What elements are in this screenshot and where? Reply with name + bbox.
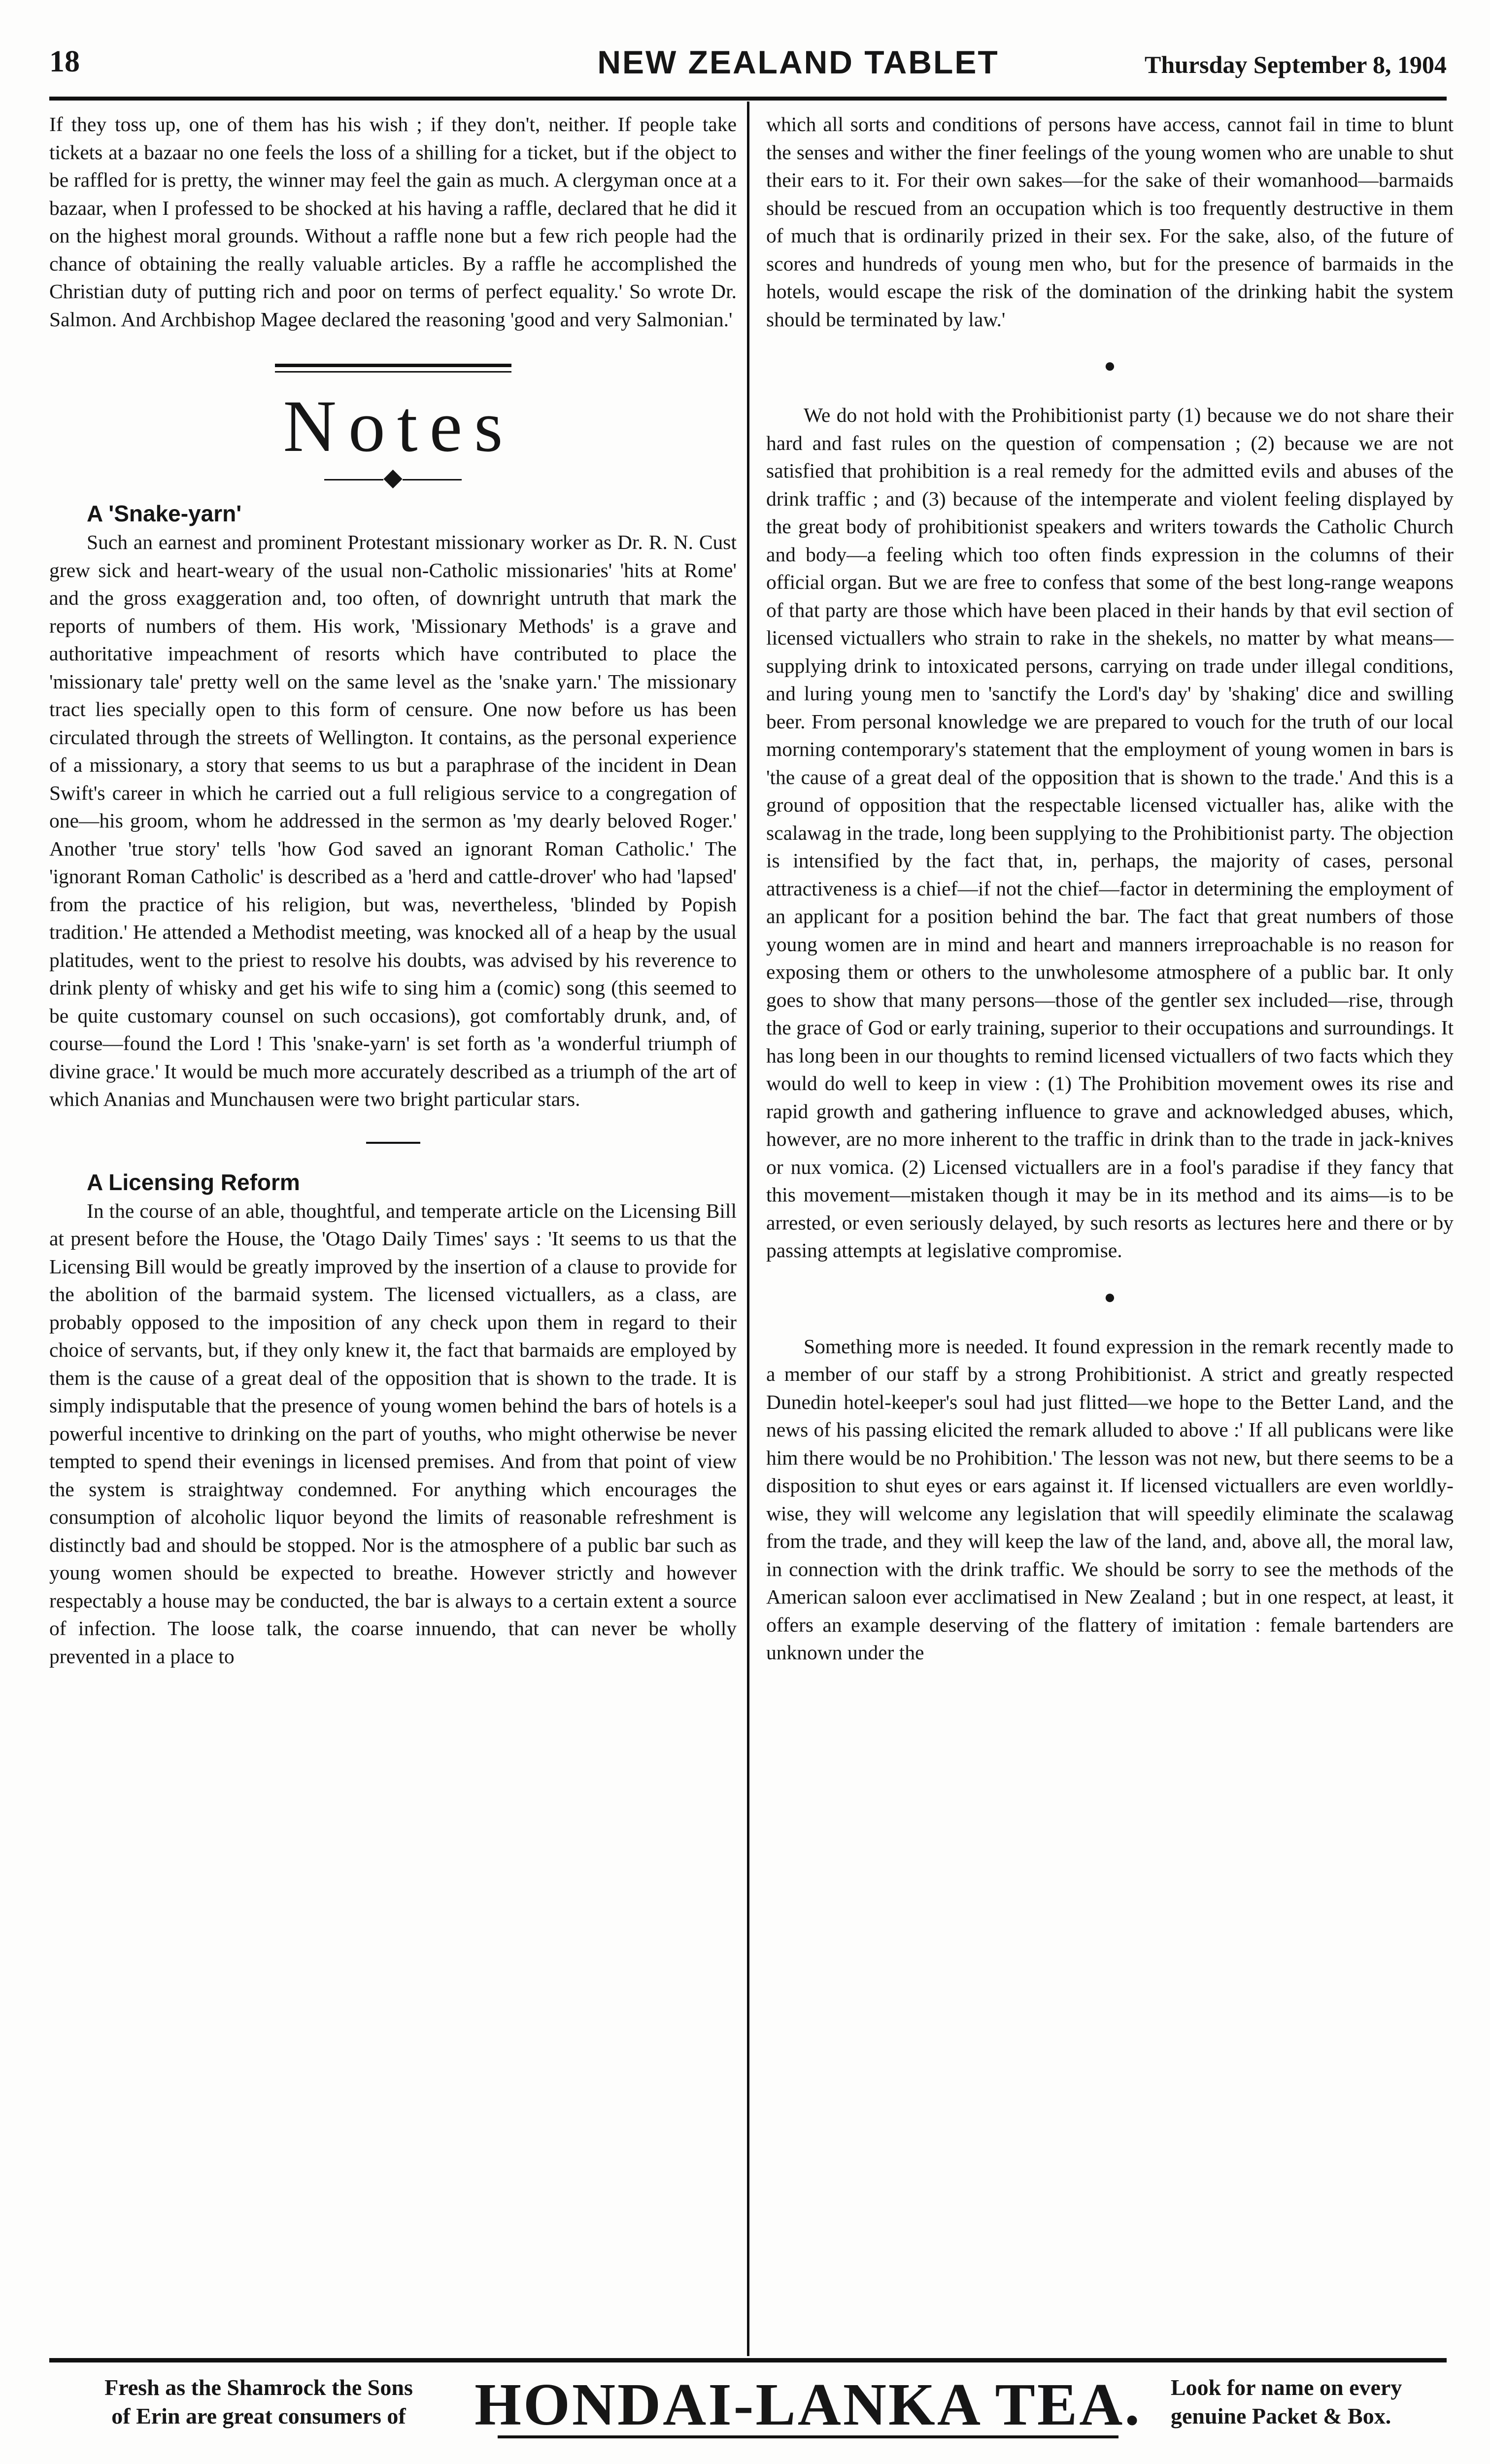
- advert-note-line-2: genuine Packet & Box.: [1171, 2403, 1391, 2429]
- column-divider: [747, 102, 749, 2356]
- notes-rule-bottom: [275, 371, 511, 373]
- left-column: [49, 110, 737, 1670]
- notes-ornament: ◆: [49, 467, 737, 487]
- advert-note: [1171, 2373, 1427, 2430]
- page-number: 18: [49, 45, 80, 78]
- tea-advertisement: [49, 2370, 1447, 2459]
- masthead-rule: [49, 97, 1447, 101]
- snake-yarn-body: Such an earnest and prominent Protestant missionary worker as Dr. R. N. Cust grew sick and heart-weary of the usual non-Catholic missionaries' 'hits at Rome' and the gross exaggeration and, too often, of downright untruth that mark the reports of numbers of them. His work, 'Missionary Methods' is a grave and authoritative impeachment of resorts which have contributed to place the 'missionary tale' pretty well on the same level as the 'snake yarn.' The missionary tract lies specially open to this form of censure. One now before us has been circulated through the streets of Wellington. It contains, as the personal experience of a missionary, a story that seems to us but a paraphrase of the incident in Dean Swift's career in which he carried out a full religious service to a congregation of one—his groom, whom he addressed in the sermon as 'my dearly beloved Roger.' Another 'true story' tells 'how God saved an ignorant Roman Catholic.' The 'ignorant Roman Catholic' is described as a 'herd and cattle-drover' who had 'lapsed' from the practice of his religion, but was, nevertheless, 'blinded by Popish tradition.' He attended a Methodist meeting, was knocked all of a heap by the usual platitudes, went to the priest to resolve his doubts, was advised by his reverence to drink plenty of whisky and get his wife to sing him a (comic) song (this seemed to be quite customary counsel on such occasions), got comfortably drunk, and, of course—found the Lord ! This 'snake-yarn' is set forth as 'a wonderful triumph of divine grace.' It would be much more accurately described as a triumph of the art of which Ananias and Munchausen were two bright particular stars.: [49, 531, 737, 1110]
- advert-tagline: [64, 2373, 453, 2430]
- licensing-reform-body: In the course of an able, thoughtful, and temperate article on the Licensing Bill at present before the House, the 'Otago Daily Times' says : 'It seems to us that the Licensing Bill would be greatly improved by the insertion of a clause to provide for the abolition of the barmaid system. The licensed victuallers, as a class, are probably opposed to the imposition of any check upon them in regard to their choice of servants, but, if they only knew it, the fact that barmaids are employed by them is the cause of a great deal of the opposition that is shown to the trade. It is simply indisputable that the presence of young women behind the bars of hotels is a powerful incentive to drinking on the part of youths, who might otherwise be never tempted to spend their evenings in licensed premises. And from that point of view the system is straightway condemned. For anything which encourages the consumption of alcoholic liquor beyond the limits of reasonable refreshment is distinctly bad and should be stopped. Nor is the atmosphere of a public bar such as young women should be expected to breathe. However strictly and however respectably a house may be conducted, the bar is always to a certain extent a source of infection. The loose talk, the coarse innuendo, that can never be wholly prevented in a place to: [49, 1199, 737, 1668]
- issue-date: Thursday September 8, 1904: [1144, 51, 1447, 78]
- notes-rule-top: [275, 364, 511, 367]
- licensing-reform-heading: A Licensing Reform: [87, 1169, 300, 1195]
- bullet-separator: ●: [1104, 354, 1116, 376]
- advert-brand-name: HONDAI-LANKA TEA.: [474, 2371, 1142, 2438]
- advert-rule: [49, 2358, 1447, 2362]
- snake-yarn-heading: A 'Snake-yarn': [87, 501, 242, 526]
- section-divider: [366, 1142, 420, 1144]
- opening-paragraph: If they toss up, one of them has his wish ; if they don't, neither. If people take tickets at a bazaar no one feels the loss of a shilling for a ticket, but if the object to be raffled for is pretty, the winner may feel the gain as much. A clergyman once at a bazaar, when I professed to be shocked at his having a raffle, declared that he did it on the highest moral grounds. Without a raffle none but a few rich people had the chance of obtaining the really valuable articles. By a raffle he accomplished the Christian duty of putting rich and poor on terms of perfect equality.' So wrote Dr. Salmon. And Archbishop Magee declared the reasoning 'good and very Salmonian.': [49, 113, 737, 331]
- advert-tagline-line-1: Fresh as the Shamrock the Sons: [104, 2375, 413, 2400]
- right-column: [766, 110, 1454, 1667]
- advert-tagline-line-2: of Erin are great consumers of: [111, 2403, 406, 2429]
- masthead: [49, 39, 1447, 94]
- something-more-paragraph: Something more is needed. It found expression in the remark recently made to a member of our staff by a strong Prohibitionist. A strict and greatly respected Dunedin hotel-keeper's soul had just flitted—we hope to the Better Land, and the news of his passing elicited the remark alluded to above :' If all publicans were like him there would be no Prohibition.' The lesson was not new, but there seems to be a disposition to shut eyes or ears against it. If licensed victuallers are even worldly-wise, they will welcome any legislation that will speedily eliminate the scalawag from the trade, and they will keep the law of the land, and, above all, the moral law, in connection with the drink traffic. We should be sorry to see the methods of the American saloon ever acclimatised in New Zealand ; but in one respect, at least, it offers an example deserving of the flattery of imitation : female bartenders are unknown under the: [766, 1335, 1454, 1664]
- advert-brand: [453, 2370, 1163, 2438]
- bullet-separator: ●: [1104, 1285, 1116, 1308]
- notes-heading: Notes: [283, 385, 515, 467]
- prohibitionist-paragraph: We do not hold with the Prohibitionist party (1) because we do not share their hard and fast rules on the question of compensation ; (2) because we are not satisfied that prohibition is a real remedy for the admitted evils and abuses of the drink traffic ; and (3) because of the intemperate and violent feeling displayed by the great body of prohibitionist speakers and writers towards the Catholic Church and body—a feeling which too often finds expression in the columns of their official organ. But we are free to confess that some of the best long-range weapons of that party are those which have been placed in their hands by that evil section of licensed victuallers who strain to rake in the shekels, no matter by what means—supplying drink to intoxicated persons, carrying on trade under illegal conditions, and luring young men to 'sanctify the Lord's day' by 'shaking' dice and swilling beer. From personal knowledge we are prepared to vouch for the truth of our local morning contemporary's statement that the employment of young women in bars is 'the cause of a great deal of the opposition that is shown to the trade.' And this is a ground of opposition that the respectable licensed victualler has, alike with the scalawag in the trade, long been supplying to the Prohibitionist party. The objection is intensified by the fact that, in, perhaps, the majority of cases, personal attractiveness is a chief—if not the chief—factor in determining the employment of an applicant for a position behind the bar. The fact that great numbers of those young women are in mind and heart and manners irreproachable is no reason for exposing them or others to the unwholesome atmosphere of a public bar. It only goes to show that many persons—those of the gentler sex included—rise, through the grace of God or early training, superior to their occupations and surroundings. It has long been in our thoughts to remind licensed victuallers of two facts which they would do well to keep in view : (1) The Prohibition movement owes its rise and rapid growth and gathering influence to grave and acknowledged abuses, which, however, are no more inherent to the traffic in drink than to the trade in jack-knives or nux vomica. (2) Licensed victuallers are in a fool's paradise if they fancy that this movement—mistaken though it may be in its method and its aims—is to be arrested, or even seriously delayed, by such resorts as lectures here and there or by passing attempts at legislative compromise.: [766, 404, 1454, 1262]
- advert-note-line-1: Look for name on every: [1171, 2375, 1402, 2400]
- continuation-paragraph: which all sorts and conditions of persons have access, cannot fail in time to blunt the senses and wither the finer feelings of the young women who are unable to shut their ears to it. For their own sakes—for the sake of their womanhood—barmaids should be rescued from an occupation which is too frequently destructive in them of much that is ordinarily prized in their sex. For the sake, also, of the future of scores and hundreds of young men who, but for the presence of barmaids in the hotels, would escape the risk of the domination of the drinking habit the system should be terminated by law.': [766, 113, 1454, 331]
- paper-title: NEW ZEALAND TABLET: [597, 44, 999, 80]
